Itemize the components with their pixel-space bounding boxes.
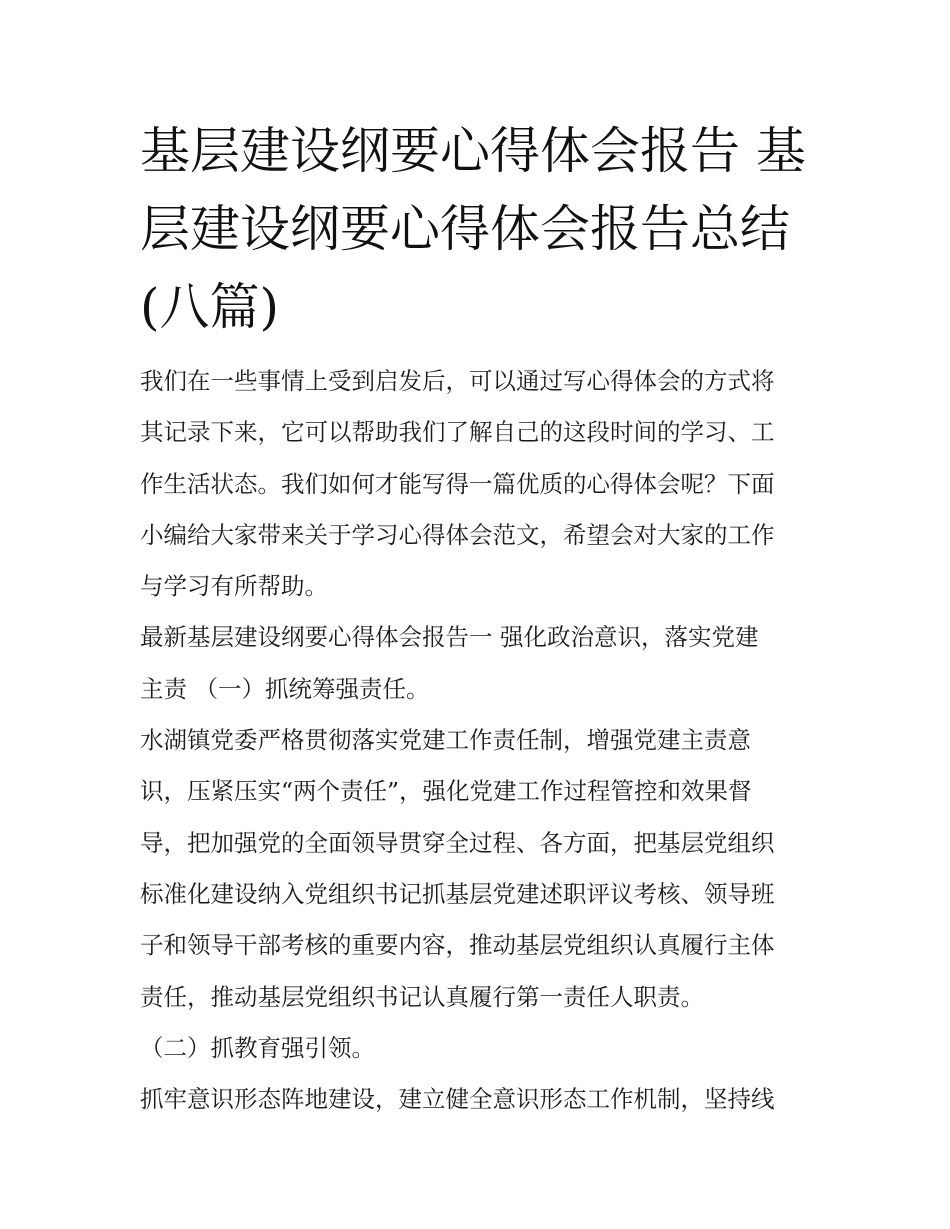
body-line: 我们在一些事情上受到启发后，可以通过写心得体会的方式将 bbox=[140, 367, 775, 395]
body-line: 主责 （一）抓统筹强责任。 bbox=[140, 674, 430, 703]
title-line: 基层建设纲要心得体会报告 基 bbox=[140, 122, 806, 180]
body-line: 责任，推动基层党组织书记认真履行第一责任人职责。 bbox=[140, 982, 704, 1011]
title-line: (八篇) bbox=[140, 278, 280, 336]
body-line: 作生活状态。我们如何才能写得一篇优质的心得体会呢？下面 bbox=[140, 469, 775, 498]
document-title bbox=[140, 112, 820, 346]
body-line: 导，把加强党的全面领导贯穿全过程、各方面，把基层党组织 bbox=[140, 828, 775, 857]
body-line: 其记录下来，它可以帮助我们了解自己的这段时间的学习、工 bbox=[140, 418, 775, 447]
body-line: 与学习有所帮助。 bbox=[140, 572, 328, 601]
body-line: 水湖镇党委严格贯彻落实党建工作责任制，增强党建主责意 bbox=[140, 726, 751, 755]
body-line: 识，压紧压实“两个责任”，强化党建工作过程管控和效果督 bbox=[140, 777, 752, 806]
body-line: 抓牢意识形态阵地建设，建立健全意识形态工作机制，坚持线 bbox=[140, 1085, 775, 1114]
body-line: 最新基层建设纲要心得体会报告一 强化政治意识，落实党建 bbox=[140, 623, 759, 652]
body-line: 小编给大家带来关于学习心得体会范文，希望会对大家的工作 bbox=[140, 520, 775, 549]
document-body bbox=[140, 356, 820, 1125]
body-line: 子和领导干部考核的重要内容，推动基层党组织认真履行主体 bbox=[140, 931, 775, 960]
body-line: 标准化建设纳入党组织书记抓基层党建述职评议考核、领导班 bbox=[140, 879, 775, 908]
body-line: （二）抓教育强引领。 bbox=[140, 1033, 375, 1062]
title-line: 层建设纲要心得体会报告总结 bbox=[140, 200, 790, 258]
